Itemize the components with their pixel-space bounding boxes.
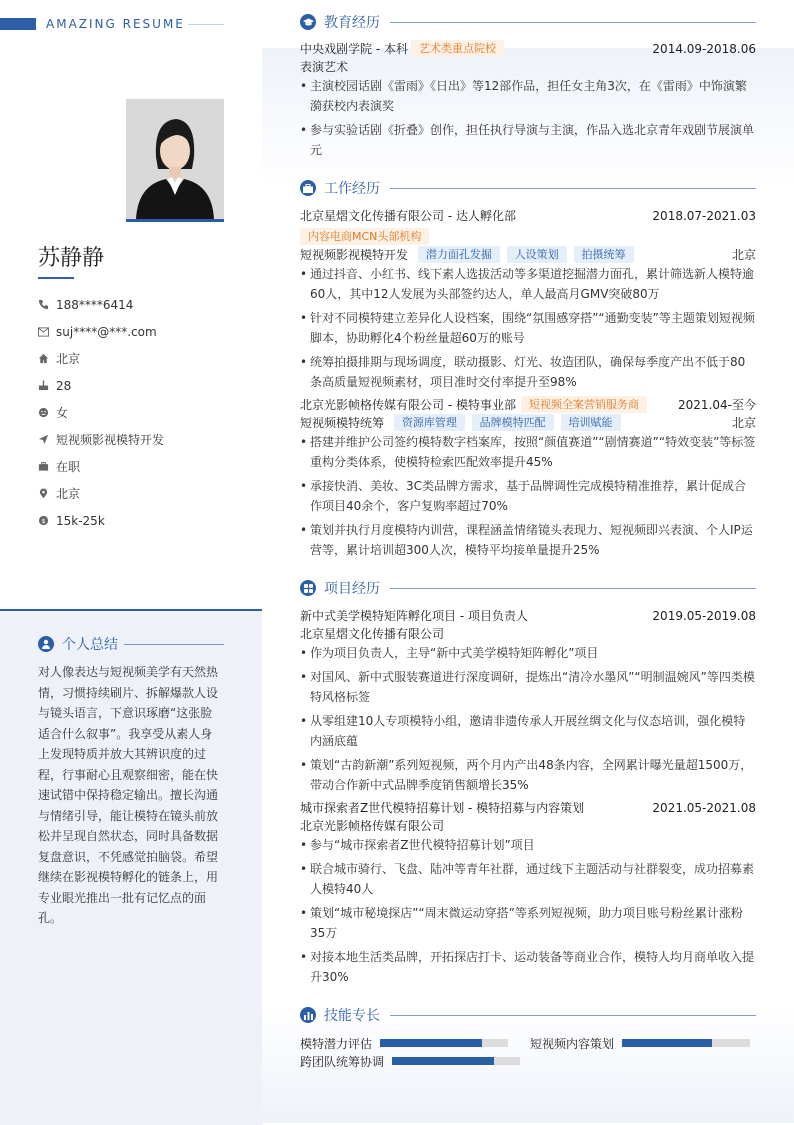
- job-date: 2018.07-2021.03: [652, 209, 756, 223]
- home-icon: [38, 353, 56, 364]
- job-company-tag-row: [300, 228, 756, 246]
- job-role-row: [300, 246, 756, 264]
- work-section-header: [300, 178, 756, 198]
- brand-accent-bar: [0, 18, 36, 30]
- summary-section-header: [38, 634, 224, 654]
- skills-section-header: [300, 1005, 756, 1025]
- project-date: 2021.05-2021.08: [652, 801, 756, 815]
- summary-title: 个人总结: [62, 637, 118, 653]
- send-icon: [38, 434, 56, 445]
- job-skill-tag: 人设策划: [507, 246, 567, 263]
- job-bullet: • 策划并执行月度模特内训营，课程涵盖情绪镜头表现力、短视频即兴表演、个人IP运营等，累计培训超300人次，模特平均接单量提升25%: [300, 520, 756, 560]
- job-skill-tag: 品牌模特匹配: [472, 414, 554, 431]
- project-bullet: • 对接本地生活类品牌，开拓探店打卡、运动装备等商业合作，模特人均月商单收入提升30%: [300, 947, 756, 987]
- project-date: 2019.05-2019.08: [652, 609, 756, 623]
- job-bullet: • 通过抖音、小红书、线下素人选拔活动等多渠道挖掘潜力面孔，累计筛选新人模特逾60人，其中12人发展为头部签约达人，单人最高月GMV突破80万: [300, 264, 756, 304]
- skill-item: [530, 1035, 750, 1051]
- phone-icon: [38, 299, 56, 310]
- skill-item: [300, 1053, 520, 1069]
- education-section-header: [300, 12, 756, 32]
- age-text: 28: [56, 378, 72, 393]
- info-email: [38, 318, 248, 345]
- skills-title: 技能专长: [324, 1008, 380, 1024]
- project-bullet: • 对国风、新中式服装赛道进行深度调研，提炼出“清冷水墨风”“明制温婉风”等四类模特风格标签: [300, 667, 756, 707]
- contact-info-list: [38, 291, 248, 534]
- project-bullet: • 参与“城市探索者Z世代模特招募计划”项目: [300, 835, 756, 855]
- skill-bar-fill: [392, 1057, 494, 1065]
- location-pin-icon: [38, 488, 56, 499]
- skill-bar: [392, 1057, 520, 1065]
- info-residence: [38, 345, 248, 372]
- job-bullet: • 统筹拍摄排期与现场调度，联动摄影、灯光、妆造团队，确保每季度产出不低于80条高质量短视频素材，项目准时交付率提升至98%: [300, 352, 756, 392]
- project-bullet: • 作为项目负责人，主导“新中式美学模特矩阵孵化”项目: [300, 643, 756, 663]
- brand-title: AMAZING RESUME: [46, 17, 185, 31]
- skill-name: 跨团队统筹协调: [300, 1054, 385, 1069]
- job-bullet: • 搭建并维护公司签约模特数字档案库，按照“颜值赛道”“剧情赛道”“特效变装”等标签重构分类体系，使模特检索匹配效率提升45%: [300, 432, 756, 472]
- education-divider: [390, 22, 756, 23]
- job-company: 北京星熠文化传播有限公司 - 达人孵化部: [300, 209, 516, 223]
- skill-name: 模特潜力评估: [300, 1036, 373, 1051]
- info-gender: [38, 399, 248, 426]
- project-bullet: • 联合城市骑行、飞盘、陆冲等青年社群，通过线下主题活动与社群裂变，成功招募素人模特40人: [300, 859, 756, 899]
- skill-item: [300, 1035, 508, 1051]
- user-icon: [38, 636, 54, 652]
- job-bullet: • 针对不同模特建立差异化人设档案，围绕“氛围感穿搭”“通勤变装”等主题策划短视频脚本，协助孵化4个粉丝量超60万的账号: [300, 308, 756, 348]
- job-bullet: • 承接快消、美妆、3C类品牌方需求，基于品牌调性完成模特精准推荐，累计促成合作项目40余个，客户复购率超过70%: [300, 476, 756, 516]
- profile-photo: [126, 99, 224, 222]
- project-org: 北京光影帧格传媒有限公司: [300, 819, 445, 833]
- skill-bar: [622, 1039, 750, 1047]
- portrait-image: [126, 99, 224, 219]
- education-school: 中央戏剧学院 - 本科: [300, 42, 408, 56]
- gender-text: 女: [56, 406, 69, 420]
- education-school-row: [300, 40, 756, 58]
- job-city: 北京: [731, 248, 756, 262]
- job-skill-tag: 拍摄统筹: [574, 246, 634, 263]
- education-title: 教育经历: [324, 15, 380, 31]
- projects-title: 项目经历: [324, 581, 380, 597]
- project-header-row: [300, 607, 756, 625]
- skills-divider: [390, 1015, 756, 1016]
- skill-bar-fill: [380, 1039, 482, 1047]
- status-text: 在职: [56, 460, 81, 474]
- target-position-text: 短视频影视模特开发: [56, 433, 165, 447]
- job-company-tag: 内容电商MCN头部机构: [300, 228, 429, 245]
- graduation-cap-icon: [300, 14, 316, 30]
- summary-text: 对人像表达与短视频美学有天然热情，习惯持续刷片、拆解爆款人设与镜头语言，下意识琢磨“这张脸适合什么叙事”。我享受从素人身上发现特质并放大其辨识度的过程，行事耐心且观察细密，能在快速试错中保持稳定输出。擅长沟通与情绪引导，能让模特在镜头前放松并呈现自然状态，同时具备数据复盘意识，不凭感觉拍脑袋。希望继续在影视模特孵化的链条上，用专业眼光推出一批有记忆点的面孔。: [38, 665, 219, 925]
- info-target-position: [38, 426, 248, 453]
- skill-bar: [380, 1039, 508, 1047]
- job-role: 短视频影视模特开发: [300, 248, 409, 262]
- salary-text: 15k-25k: [56, 513, 105, 528]
- job-company: 北京光影帧格传媒有限公司 - 模特事业部: [300, 398, 516, 412]
- education-school-tag: 艺术类重点院校: [411, 40, 504, 57]
- project-header-row: [300, 799, 756, 817]
- target-city-text: 北京: [56, 487, 81, 501]
- grid-icon: [300, 580, 316, 596]
- email-text: suj****@***.com: [56, 324, 157, 339]
- job-role: 短视频模特统筹: [300, 416, 385, 430]
- info-status: [38, 453, 248, 480]
- job-role-row: [300, 414, 756, 432]
- salary-icon: [38, 515, 56, 526]
- job-skill-tag: 资源库管理: [394, 414, 465, 431]
- residence-text: 北京: [56, 352, 81, 366]
- projects-section-header: [300, 578, 756, 598]
- info-salary: [38, 507, 248, 534]
- name-underline: [38, 277, 74, 279]
- project-bullet: • 策划“古韵新潮”系列短视频，两个月内产出48条内容，全网累计曝光量超1500万，带动合作新中式品牌季度销售额增长35%: [300, 755, 756, 795]
- projects-divider: [390, 588, 756, 589]
- job-skill-tag: 潜力面孔发掘: [418, 246, 500, 263]
- job-date: 2021.04-至今: [678, 398, 756, 412]
- bar-chart-icon: [300, 1007, 316, 1023]
- education-major: 表演艺术: [300, 60, 349, 74]
- job-city: 北京: [731, 416, 756, 430]
- candidate-name: 苏静静: [38, 246, 105, 271]
- project-bullet: • 策划“城市秘境探店”“周末微运动穿搭”等系列短视频，助力项目账号粉丝累计涨粉35万: [300, 903, 756, 943]
- work-divider: [390, 188, 756, 189]
- info-target-city: [38, 480, 248, 507]
- info-age: [38, 372, 248, 399]
- brand-header: [0, 16, 262, 32]
- job-header-row: [300, 207, 756, 225]
- face-icon: [38, 407, 56, 418]
- job-skill-tag: 培训赋能: [561, 414, 621, 431]
- education-date: 2014.09-2018.06: [652, 42, 756, 56]
- project-name: 新中式美学模特矩阵孵化项目 - 项目负责人: [300, 609, 528, 623]
- work-title: 工作经历: [324, 181, 380, 197]
- project-bullet: • 从零组建10人专项模特小组，邀请非遗传承人开展丝绸文化与仪态培训，强化模特内涵底蕴: [300, 711, 756, 751]
- education-bullet: • 参与实验话剧《折叠》创作，担任执行导演与主演，作品入选北京青年戏剧节展演单元: [300, 120, 756, 160]
- briefcase-icon: [38, 461, 56, 472]
- skill-name: 短视频内容策划: [530, 1036, 615, 1051]
- project-name: 城市探索者Z世代模特招募计划 - 模特招募与内容策划: [300, 801, 585, 815]
- skill-bar-fill: [622, 1039, 712, 1047]
- brand-divider: [188, 24, 224, 25]
- job-header-row: [300, 396, 756, 414]
- phone-text: 188****6414: [56, 297, 134, 312]
- svg-text:$: $: [41, 516, 46, 525]
- summary-divider: [124, 644, 224, 645]
- briefcase-icon: [300, 180, 316, 196]
- education-bullet: • 主演校园话剧《雷雨》《日出》等12部作品，担任女主角3次，在《雷雨》中饰演繁漪获校内表演奖: [300, 76, 756, 116]
- birthday-cake-icon: [38, 380, 56, 391]
- email-icon: [38, 327, 56, 337]
- project-org: 北京星熠文化传播有限公司: [300, 627, 445, 641]
- job-company-tag: 短视频全案营销服务商: [521, 396, 647, 413]
- info-phone: [38, 291, 248, 318]
